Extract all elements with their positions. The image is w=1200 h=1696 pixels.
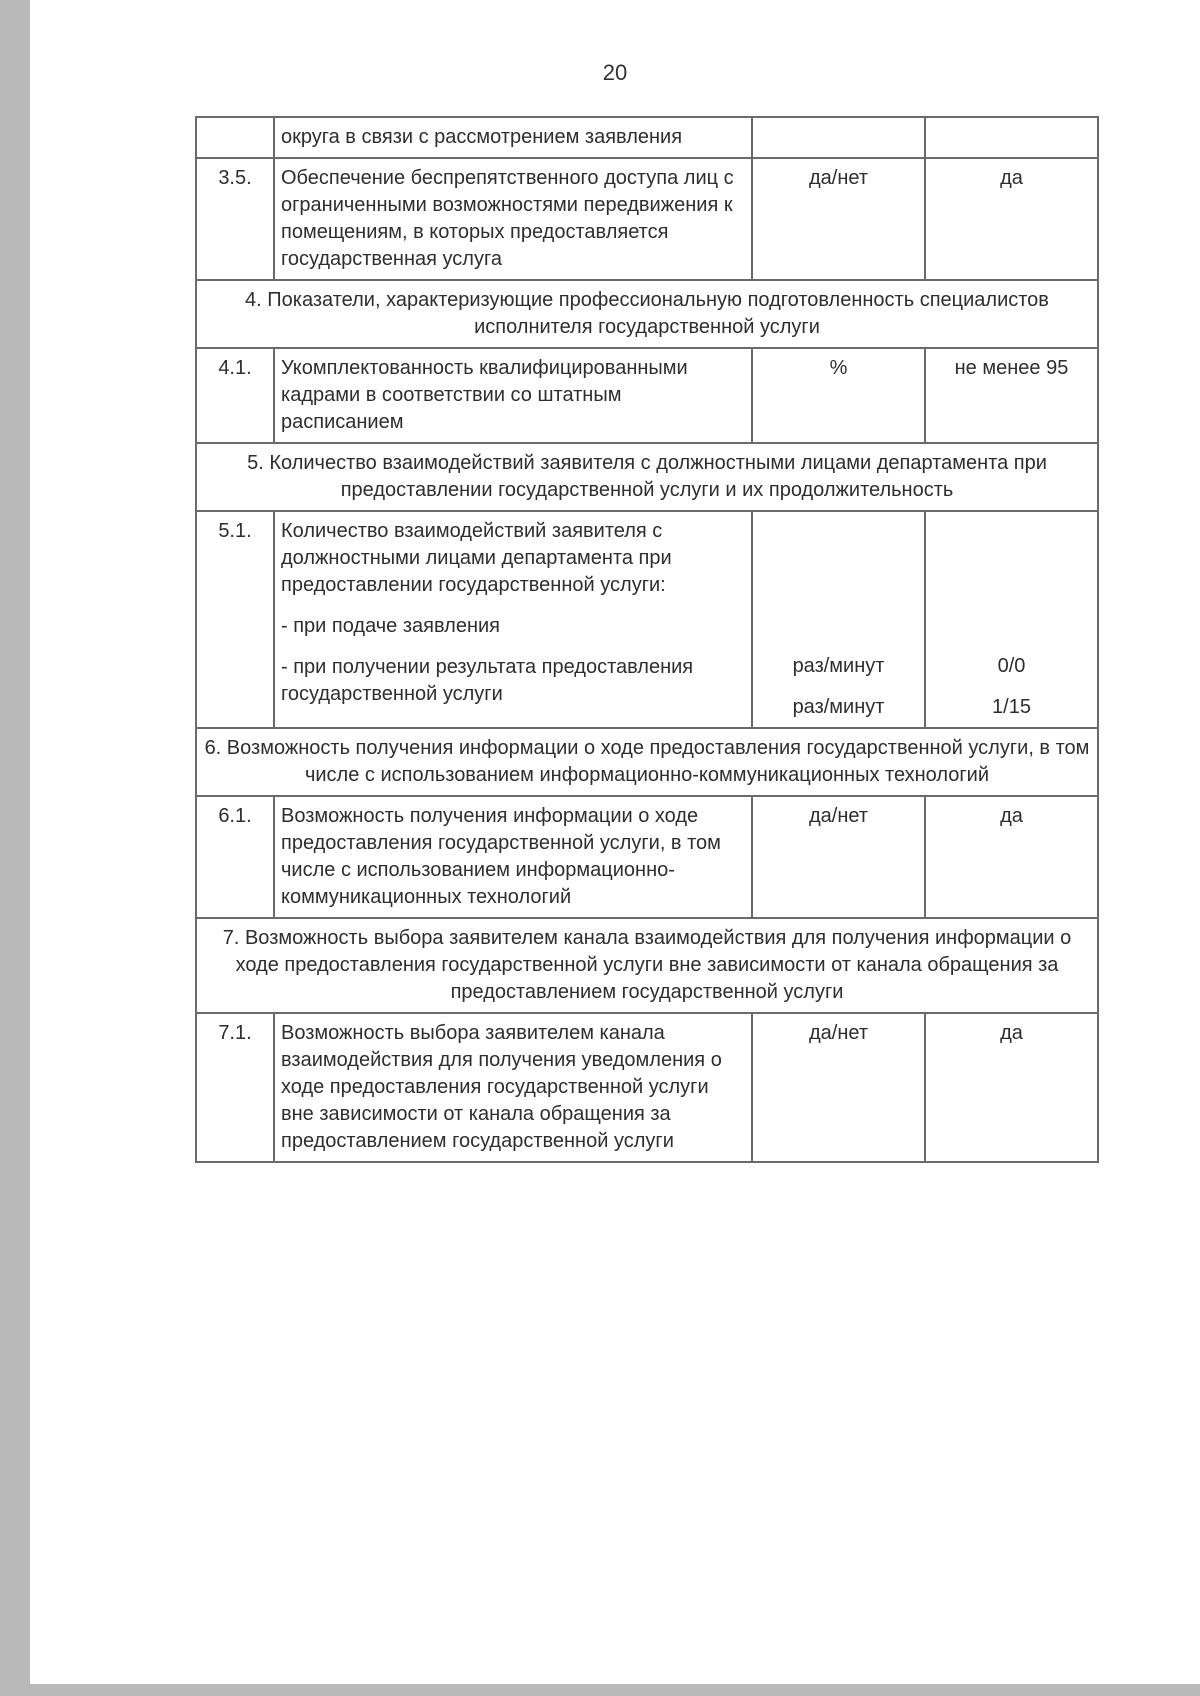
- sub-item-text: - при подаче заявления: [281, 615, 500, 637]
- spacer: [759, 518, 918, 653]
- sub-item-unit: раз/минут: [792, 696, 885, 718]
- row-unit: да/нет: [752, 1013, 925, 1162]
- page-number: 20: [602, 60, 628, 85]
- table-row: [196, 511, 1098, 728]
- row-unit: [752, 117, 925, 158]
- row-value: не менее 95: [925, 348, 1098, 443]
- row-text-group: [274, 511, 752, 728]
- row-text: Укомплектованность квалифицированными кадрами в соответствии со штатным расписанием: [274, 348, 752, 443]
- table-row: [196, 117, 1098, 158]
- table-row: [196, 1013, 1098, 1162]
- row-text: округа в связи с рассмотрением заявления: [274, 117, 752, 158]
- row-text: Возможность выбора заявителем канала взаимодействия для получения уведомления о ходе предоставления государственной услуги вне зависимости от канала обращения за предоставлением государственной услуги: [274, 1013, 752, 1162]
- section-header-row: [196, 918, 1098, 1013]
- row-number: 4.1.: [196, 348, 274, 443]
- row-number: 7.1.: [196, 1013, 274, 1162]
- section-header-row: [196, 443, 1098, 511]
- section-header: 6. Возможность получения информации о ходе предоставления государственной услуги, в том числе с использованием информационно-коммуникационных технологий: [196, 728, 1098, 796]
- table-row: [196, 158, 1098, 280]
- row-unit-group: [752, 511, 925, 728]
- row-number: 5.1.: [196, 511, 274, 728]
- row-number: 6.1.: [196, 796, 274, 918]
- table-row: [196, 796, 1098, 918]
- section-header-row: [196, 728, 1098, 796]
- row-value: [925, 117, 1098, 158]
- row-value-group: [925, 511, 1098, 728]
- row-text: Возможность получения информации о ходе предоставления государственной услуги, в том числе с использованием информационно-коммуникационных технологий: [274, 796, 752, 918]
- row-unit: %: [752, 348, 925, 443]
- table-row: [196, 348, 1098, 443]
- section-header: 7. Возможность выбора заявителем канала взаимодействия для получения информации о ходе предоставления государственной услуги вне зависимости от канала обращения за предоставлением государственной услуги: [196, 918, 1098, 1013]
- row-value: да: [925, 796, 1098, 918]
- sub-item-text: - при получении результата предоставления государственной услуги: [281, 656, 694, 705]
- section-header: 4. Показатели, характеризующие профессиональную подготовленность специалистов исполнителя государственной услуги: [196, 280, 1098, 348]
- indicators-table: [195, 116, 1099, 1163]
- sub-item-value: 1/15: [992, 696, 1031, 718]
- row-value: да: [925, 1013, 1098, 1162]
- row-text: Количество взаимодействий заявителя с должностными лицами департамента при предоставлении государственной услуги:: [281, 520, 672, 596]
- sub-item-value: 0/0: [997, 655, 1026, 677]
- section-header-row: [196, 280, 1098, 348]
- row-number: [196, 117, 274, 158]
- row-number: 3.5.: [196, 158, 274, 280]
- row-unit: да/нет: [752, 158, 925, 280]
- row-unit: да/нет: [752, 796, 925, 918]
- sub-item-unit: раз/минут: [792, 655, 885, 677]
- spacer: [932, 518, 1091, 653]
- document-page: [30, 0, 1200, 1684]
- row-text: Обеспечение беспрепятственного доступа лиц с ограниченными возможностями передвижения к помещениям, в которых предоставляется государственная услуга: [274, 158, 752, 280]
- section-header: 5. Количество взаимодействий заявителя с должностными лицами департамента при предоставлении государственной услуги и их продолжительность: [196, 443, 1098, 511]
- row-value: да: [925, 158, 1098, 280]
